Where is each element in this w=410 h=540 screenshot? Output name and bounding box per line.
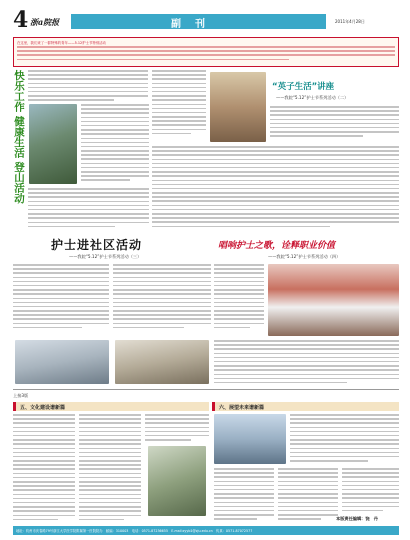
section-right-col2 — [278, 468, 338, 524]
community-photo-1 — [15, 340, 109, 384]
section-right-photo — [214, 414, 286, 464]
section-left-header — [13, 402, 209, 411]
community-body-left — [13, 264, 109, 334]
paper-name: 浙a院报 — [30, 17, 60, 27]
section-left-col2 — [79, 414, 141, 526]
article-lecture — [152, 70, 399, 232]
section-left-col3 — [145, 414, 209, 444]
community-subtitle: ——我院“5.12”护士节系列活动（三） — [69, 254, 142, 259]
intro-banner — [13, 37, 399, 67]
lecture-body-bottom — [152, 146, 399, 232]
song-photo — [268, 264, 399, 336]
hiking-photo — [29, 104, 77, 184]
community-title: 护士进社区活动 — [51, 238, 143, 252]
lecture-body-right — [270, 106, 399, 142]
article-community — [13, 236, 211, 386]
section-right-col1 — [214, 468, 274, 524]
song-subtitle: ——我院“5.12”护士节系列活动（四） — [268, 254, 341, 259]
section-left-title: 五、文化建设谱新篇 — [20, 404, 66, 411]
hiking-body-right — [81, 104, 149, 184]
section-right-body-top — [290, 414, 399, 464]
section-right-title: 六、展望未来谱新篇 — [219, 404, 265, 411]
song-body-left — [214, 264, 264, 336]
date-edition: 2011年4月28日 — [335, 19, 365, 24]
hiking-body-top — [28, 70, 148, 102]
footer-text: 地址：杭州市庆春路79号浙江大学医学院附属第一医院院办 邮编：310003 电话：0571-87236655 E-mail:zyyb1@zju.edu.cn 传真：0571-87072577 — [16, 529, 253, 533]
intro-banner-body — [17, 46, 395, 66]
community-photo-2 — [115, 340, 209, 384]
section-right-col3 — [342, 468, 399, 514]
article-hiking — [13, 70, 150, 232]
intro-banner-text: 在这里，我们来了一群特殊的青年——5.12护士节特别活动 — [17, 41, 106, 45]
section-left-photo — [148, 446, 206, 516]
song-title: 唱响护士之歌，诠释职业价值 — [218, 241, 336, 251]
footer-bar — [13, 526, 399, 535]
song-body-bottom — [214, 340, 399, 386]
lecture-photo — [210, 72, 266, 142]
lecture-title: “英子生活”讲座 — [272, 82, 335, 92]
section-left-col1 — [13, 414, 75, 526]
hiking-body-bottom — [28, 188, 149, 232]
editor-line: 本版责任编辑：饶 丹 — [336, 516, 378, 521]
article-song — [214, 236, 399, 386]
hiking-vertical-title: 快乐工作 健康生活 登山活动 — [13, 70, 25, 204]
continued-tag: 上接3版 — [13, 393, 29, 398]
lecture-subtitle: ——我院“5.12”护士节系列活动（二） — [276, 95, 349, 100]
section-divider — [13, 389, 399, 390]
lecture-body-left — [152, 70, 206, 140]
community-body-right — [113, 264, 211, 334]
page-number: 4 — [13, 7, 29, 33]
section-name: 副 刊 — [171, 19, 207, 30]
masthead — [13, 9, 399, 35]
section-right-header — [212, 402, 399, 411]
